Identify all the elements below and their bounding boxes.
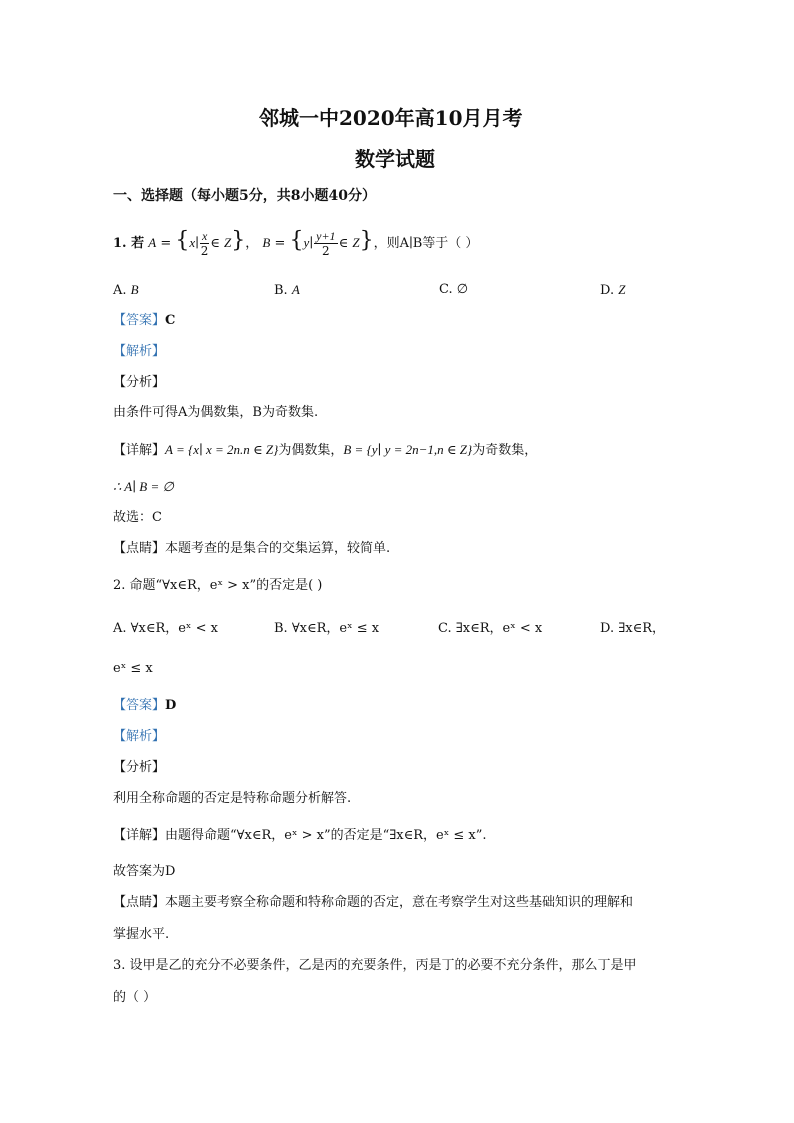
q3-stem-cont: 的（ ） (113, 990, 157, 1005)
page-subtitle: 数学试题 (355, 147, 435, 171)
q2-fenxi-text: 利用全称命题的否定是特称命题分析解答. (113, 791, 352, 806)
q2-dianjing: 【点睛】本题主要考察全称命题和特称命题的否定，意在考察学生对这些基础知识的理解和 (113, 895, 634, 910)
q2-guda: 故答案为D (113, 864, 176, 879)
q1-analysis-label: 【解析】 (113, 344, 166, 359)
page-title: 邻城一中2020年高10月月考 (259, 106, 523, 130)
q2-option-d: D. ∃x∈R， (600, 621, 666, 636)
q2-fenxi-label: 【分析】 (113, 760, 166, 775)
q2-option-b: B. ∀x∈R，eˣ ≤ x (274, 621, 380, 636)
section-heading: 一、选择题（每小题5分，共8小题40分） (113, 188, 376, 204)
q1-fenxi-text: 由条件可得A为偶数集，B为奇数集. (113, 405, 319, 420)
q1-answer: 【答案】C (113, 313, 176, 328)
q3-stem: 3. 设甲是乙的充分不必要条件，乙是丙的充要条件，丙是丁的必要不充分条件，那么丁是甲 (113, 958, 637, 973)
q2-option-a: A. ∀x∈R，eˣ < x (113, 621, 218, 636)
q2-answer: 【答案】D (113, 698, 177, 713)
q2-detail: 【详解】由题得命题“∀x∈R，eˣ > x”的否定是“∃x∈R，eˣ ≤ x”. (113, 828, 487, 843)
q2-stem: 2. 命题“∀x∈R，eˣ > x”的否定是( ) (113, 578, 323, 593)
q1-option-d: D. Z (600, 282, 626, 298)
q2-dianjing-cont: 掌握水平. (113, 927, 170, 942)
q1-fenxi-label: 【分析】 (113, 375, 166, 390)
q1-detail: 【详解】A = {x∣ x = 2n.n ∈ Z}为偶数集，B = {y∣ y = 2n−1,n ∈ Z}为奇数集， (113, 442, 538, 458)
q1-therefore: ∴ A∣ B = ∅ (113, 479, 174, 494)
q1-guxuan: 故选：C (113, 510, 162, 525)
q1-stem: 1. 若 A = {x∣ $\frac{x}{2}$ ∈ Z}， B = {y∣ $\frac{y+1}{2}$ ∈ Z}，则A∣B等于（ ） (113, 228, 479, 258)
q1-option-b: B. A (274, 282, 300, 298)
q1-option-c: C. ∅ (439, 282, 469, 297)
q1-dianjing: 【点睛】本题考查的是集合的交集运算，较简单. (113, 541, 391, 556)
q2-option-d-cont: eˣ ≤ x (113, 661, 153, 676)
q1-option-a: A. B (113, 282, 139, 298)
q2-option-c: C. ∃x∈R，eˣ < x (438, 621, 543, 636)
q2-analysis-label: 【解析】 (113, 729, 166, 744)
